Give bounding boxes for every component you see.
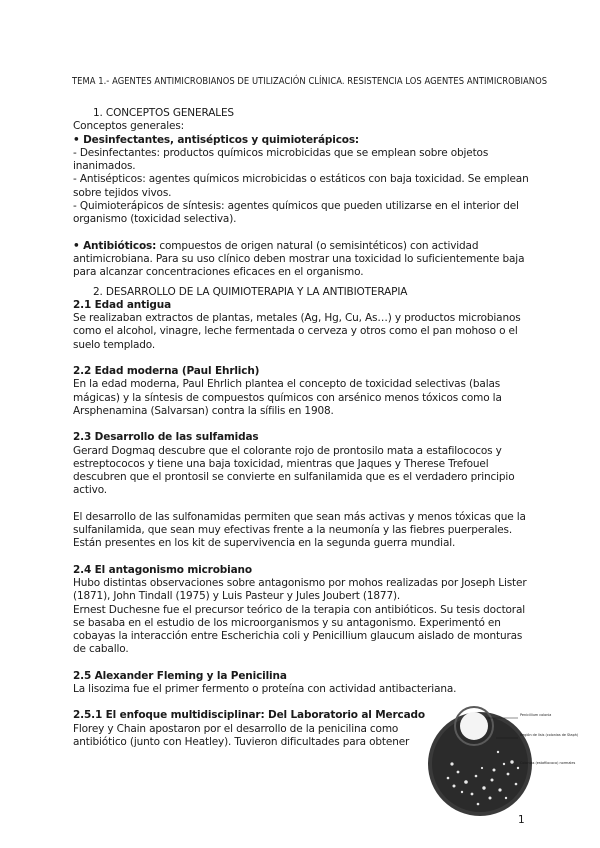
section-1-heading: 1. CONCEPTOS GENERALES: [93, 107, 234, 119]
subsection-2-4-text-2: Ernest Duchesne fue el precursor teórico de la terapia con antibióticos. Su tesis doctoral se basaba en el estudio de los microorganismos y su antagonismo. Experimentó en cobayas la interacción entre Escherichia coli y Penicillium glaucum aislado de monturas de caballo.: [73, 603, 526, 656]
section-2-heading: 2. DESARROLLO DE LA QUIMIOTERAPIA Y LA ANTIBIOTERAPIA: [93, 285, 408, 298]
subsection-2-5-1-line-1: Florey y Chain apostaron por el desarrollo de la penicilina como: [73, 722, 399, 735]
figure-label-2: Región de lisis (colonias de Staph): [520, 733, 579, 737]
subsection-2-1-text: Se realizaban extractos de plantas, metales (Ag, Hg, Cu, As…) y productos microbianos como el alcohol, vinagre, leche fermentada o cerveza y otros como el pan mohoso o el suelo templado.: [73, 312, 521, 351]
petri-dish-figure: [428, 702, 579, 822]
def-quimioterapicos: - Quimioterápicos de síntesis: agentes químicos que pueden utilizarse en el interior del organismo (toxicidad selectiva).: [73, 200, 519, 226]
antibioticos-text: compuestos de origen natural (o semisintéticos) con actividad antimicrobiana. Para su uso clínico deben mostrar una toxicidad lo suficientemente baja para alcanzar concentraciones eficaces en el organismo.: [73, 239, 525, 279]
penicillium-colony: [460, 712, 488, 740]
subsection-2-4-text-1: Hubo distintas observaciones sobre antagonismo por mohos realizadas por Joseph Lister (1871), John Tindall (1975) y Luis Pasteur y Jules Joubert (1877).: [73, 576, 527, 603]
figure-label-1: Penicillium colonia: [520, 713, 552, 717]
subsection-2-4-title: 2.4 El antagonismo microbiano: [73, 563, 252, 576]
subsection-2-5-text: La lisozima fue el primer fermento o proteína con actividad antibacteriana.: [73, 682, 457, 695]
def-desinfectantes: - Desinfectantes: productos químicos microbicidas que se emplean sobre objetos inanimados.: [73, 146, 489, 173]
subsection-2-2-title: 2.2 Edad moderna (Paul Ehrlich): [73, 365, 260, 378]
page-number: 1: [518, 814, 525, 826]
figure-label-3: Colonias (estafilococo) normales: [520, 761, 576, 765]
subsection-2-5-title: 2.5 Alexander Fleming y la Penicilina: [73, 669, 287, 682]
subsection-2-5-1-title: 2.5.1 El enfoque multidisciplinar: Del Laboratorio al Mercado: [73, 709, 425, 722]
subsection-2-3-text-2: El desarrollo de las sulfonamidas permiten que sean más activas y menos tóxicas que la sulfanilamida, que sean muy efectivas frente a la neumonía y las fiebres puerperales. Están presentes en los kit de supervivencia en la segunda guerra mundial.: [73, 510, 526, 550]
bullet-desinfectantes: • Desinfectantes, antisépticos y quimioterápicos:: [73, 133, 359, 146]
subsection-2-5-1-line-2: antibiótico (junto con Heatley). Tuvieron dificultades para obtener: [73, 735, 410, 748]
antibioticos-paragraph: [73, 240, 533, 280]
subsection-2-3-title: 2.3 Desarrollo de las sulfamidas: [73, 431, 259, 444]
subsection-2-3-text-1: Gerard Dogmaq descubre que el colorante rojo de prontosilo mata a estafilococos y estreptococos y tiene una baja toxicidad, mientras que Jaques y Therese Trefouel descubren que el prontosil se convierte en sulfanilamida que es el verdadero principio activo.: [73, 444, 515, 497]
def-antisepticos: - Antisépticos: agentes químicos microbicidas o estáticos con baja toxicidad. Se emplean sobre tejidos vivos.: [73, 173, 529, 199]
subsection-2-1-title: 2.1 Edad antigua: [73, 298, 172, 311]
intro-text: Conceptos generales:: [73, 120, 185, 133]
document-title: TEMA 1.- AGENTES ANTIMICROBIANOS DE UTILIZACIÓN CLÍNICA. RESISTENCIA LOS AGENTES ANTIMICROBIANOS: [72, 76, 548, 87]
subsection-2-2-text: En la edad moderna, Paul Ehrlich plantea el concepto de toxicidad selectivas (balas mágicas) y la síntesis de compuestos químicos con arsénico menos tóxicos como la Arsphenamina (Salvarsan) contra la sífilis en 1908.: [73, 378, 502, 417]
petri-dish-image: [428, 702, 579, 822]
document-body: [73, 107, 533, 749]
antibioticos-label: • Antibióticos:: [73, 239, 157, 252]
